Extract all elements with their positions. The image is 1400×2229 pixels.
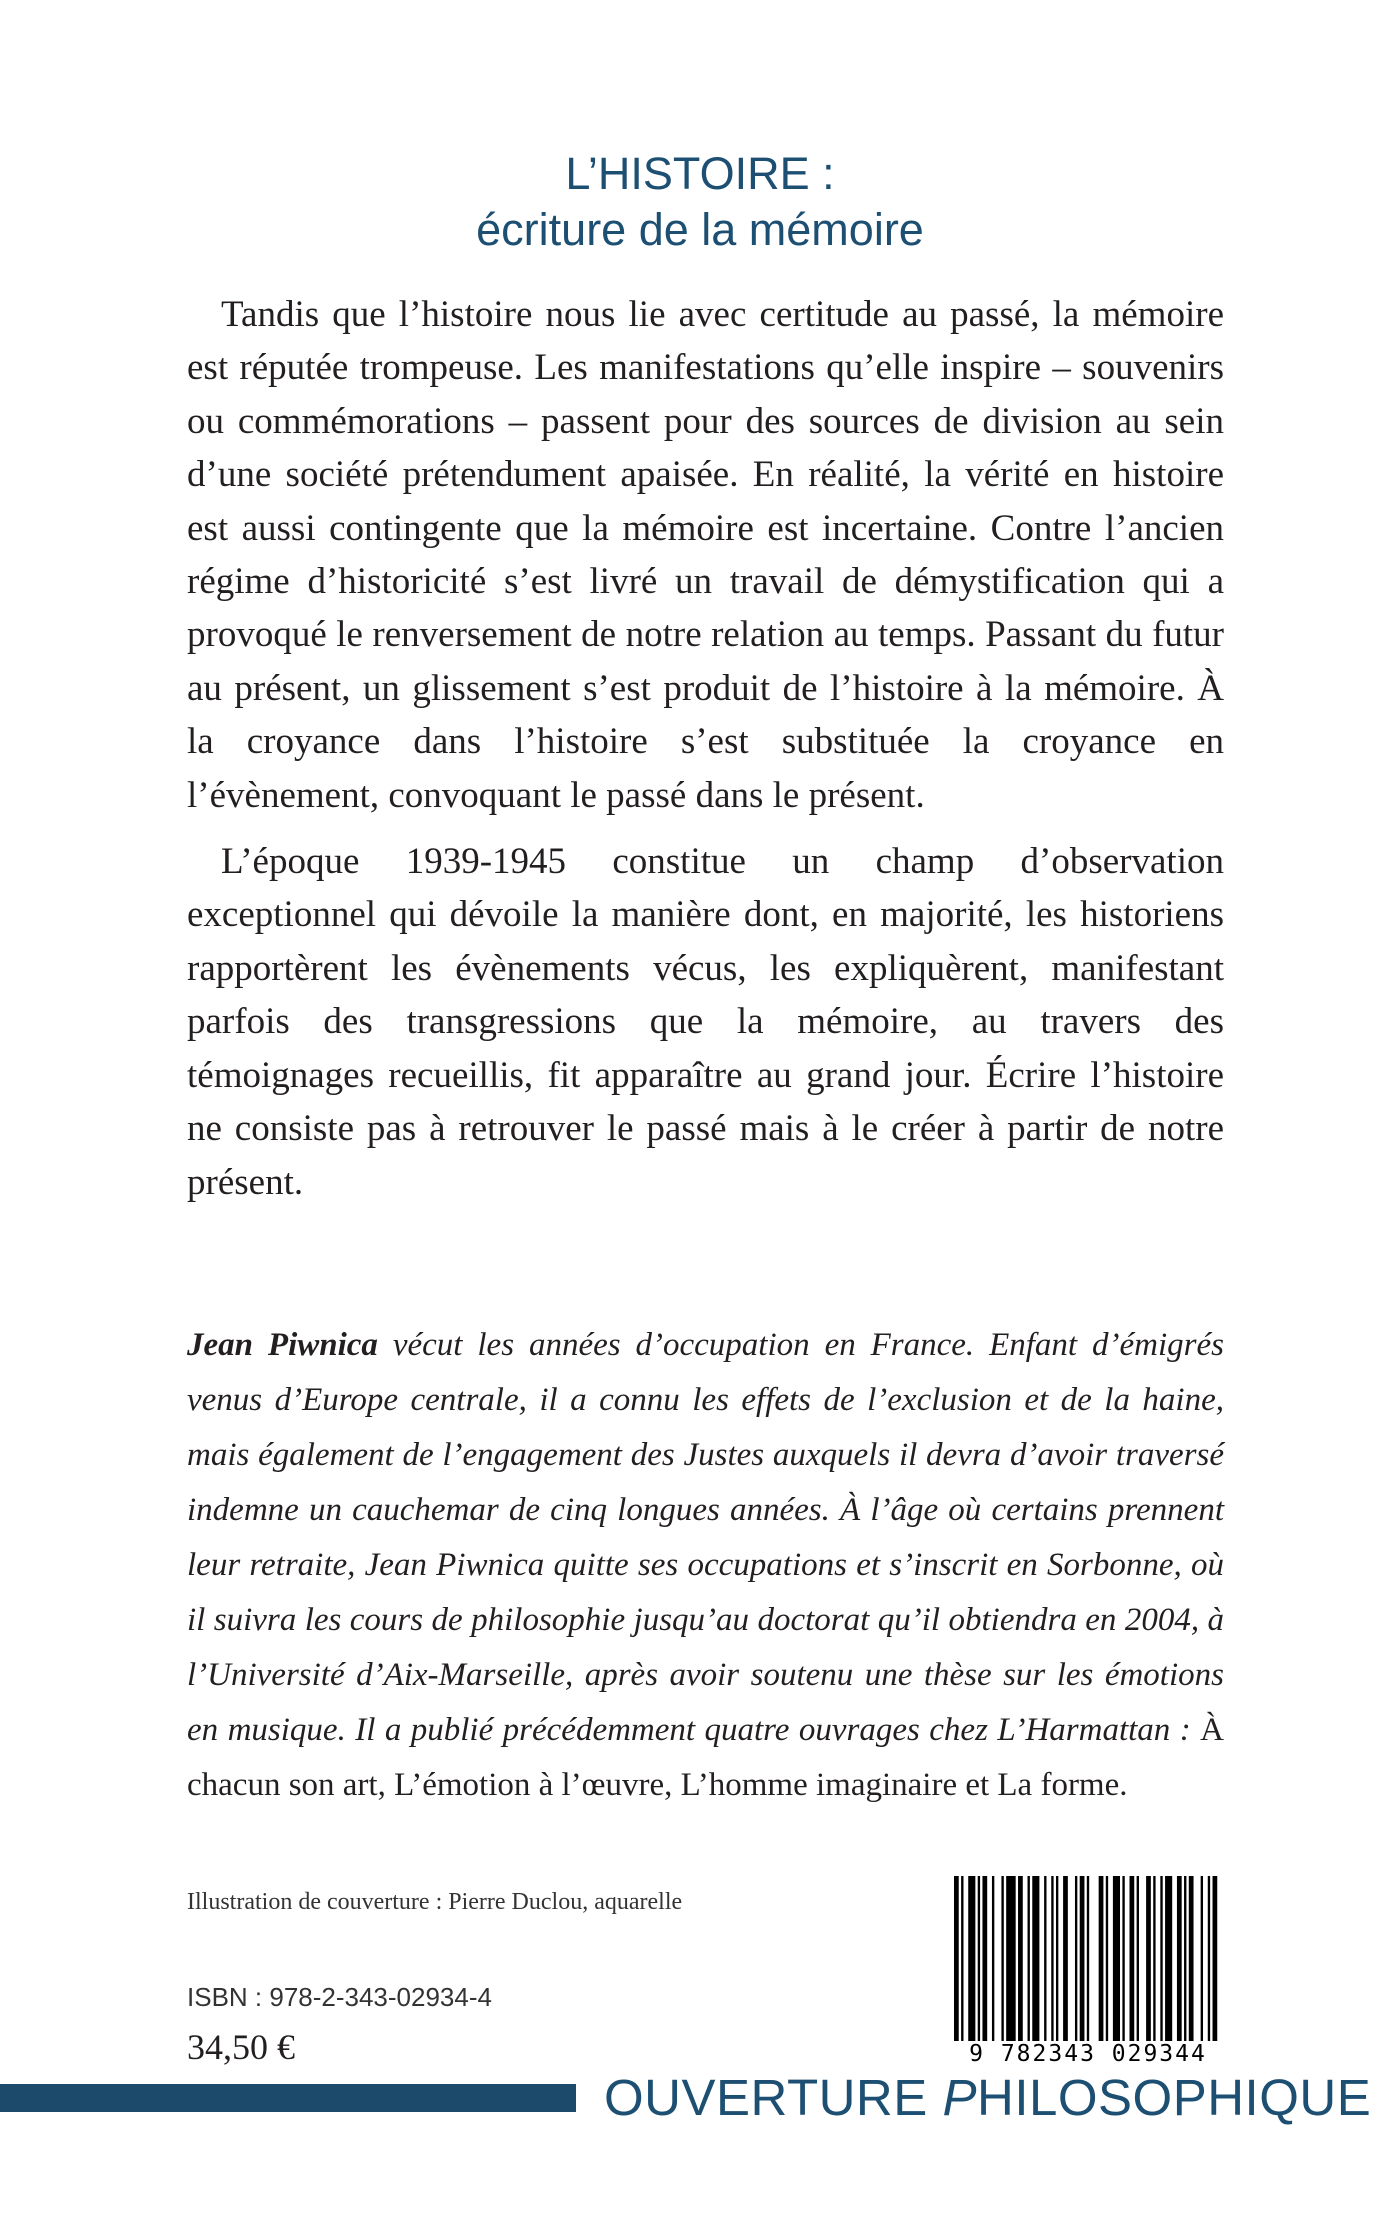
title-line-1: L’HISTOIRE :: [565, 148, 835, 199]
barcode-bar: [1177, 1876, 1182, 2041]
barcode-bar: [968, 1876, 975, 2041]
barcode-bar: [1146, 1876, 1151, 2041]
barcode-bar: [1044, 1876, 1046, 2041]
author-bio: [187, 1318, 1224, 1813]
bio-text: vécut les années d’occupation en France. Enfant d’émigrés venus d’Europe centrale, il a connu les effets de l’exclusion et de la haine, mais également de l’engagement des Justes auxquels il devra d’avoir traversé indemne un cauchemar de cinq longues années. À l’âge où certains prennent leur retraite, Jean Piwnica quitte ses occupations et s’inscrit en Sorbonne, où il suivra les cours de philosophie jusqu’au doctorat qu’il obtiendra en 2004, à l’Université d’Aix-Marseille, après avoir soutenu une thèse sur les émotions en musique. Il a publié précédemment quatre ouvrages chez L’Harmattan :: [187, 1327, 1224, 1748]
barcode-bar: [1018, 1876, 1023, 2041]
barcode-bar: [1080, 1876, 1085, 2041]
blurb-paragraph-1: Tandis que l’histoire nous lie avec certitude au passé, la mémoire est réputée trompeuse. Les manifestations qu’elle inspire – souvenirs ou commémorations – passent pour des sources de division au sein d’une société prétendument apaisée. En réalité, la vérité en histoire est aussi contingente que la mémoire est incertaine. Contre l’ancien régime d’historicité s’est livré un travail de démystification qui a provoqué le renversement de notre relation au temps. Passant du futur au présent, un glissement s’est produit de l’histoire à la mémoire. À la croyance dans l’histoire s’est substituée la croyance en l’évènement, convoquant le passé dans le présent.: [187, 294, 1224, 816]
barcode-bar: [1122, 1876, 1124, 2041]
barcode-bar: [1001, 1876, 1003, 2041]
barcode-bar: [1028, 1876, 1030, 2041]
barcode-bar: [1201, 1876, 1203, 2041]
illustration-credit: Illustration de couverture : Pierre Duclou, aquarelle: [187, 1889, 683, 1915]
barcode-bar: [1184, 1876, 1186, 2041]
barcode-bar: [1130, 1876, 1135, 2041]
author-name: Jean Piwnica: [187, 1327, 378, 1363]
barcode-bar: [1087, 1876, 1089, 2041]
barcode-bar: [1208, 1876, 1210, 2041]
barcode-bar: [1213, 1876, 1218, 2041]
blurb: [187, 288, 1224, 1222]
barcode-bar: [1063, 1876, 1068, 2041]
title-line-2: écriture de la mémoire: [476, 204, 924, 255]
barcode-bar: [1099, 1876, 1104, 2041]
book-title: [0, 146, 1400, 258]
series-name: [604, 2068, 1371, 2128]
series-part-2: P: [942, 2069, 977, 2126]
blurb-paragraph-2: L’époque 1939-1945 constitue un champ d’observation exceptionnel qui dévoile la manière dont, en majorité, les historiens rapportèrent les évènements vécus, les expliquèrent, manifestant parfois des transgressions que la mémoire, au travers des témoignages recueillis, fit apparaître au grand jour. Écrire l’histoire ne consiste pas à retrouver le passé mais à le créer à partir de notre présent.: [187, 841, 1224, 1203]
barcode-bar: [1160, 1876, 1162, 2041]
series-part-3: HILOSOPHIQUE: [976, 2069, 1372, 2126]
barcode-bar: [1106, 1876, 1108, 2041]
barcode-bar: [1056, 1876, 1058, 2041]
barcode-bar: [1165, 1876, 1172, 2041]
barcode-bar: [992, 1876, 994, 2041]
barcode-bar: [1075, 1876, 1077, 2041]
barcode-bar: [961, 1876, 963, 2041]
price: 34,50 €: [187, 2027, 295, 2067]
barcode-bar: [1032, 1876, 1039, 2041]
barcode-bar: [1006, 1876, 1015, 2041]
barcode-bar: [1189, 1876, 1194, 2041]
barcode-bar: [1051, 1876, 1053, 2041]
series-bar: [0, 2084, 576, 2112]
series-part-1: OUVERTURE: [604, 2069, 943, 2126]
barcode-bar: [1113, 1876, 1120, 2041]
barcode-bar: [1153, 1876, 1155, 2041]
barcode-bar: [978, 1876, 980, 2041]
previous-titles: À chacun son art, L’émotion à l’œuvre, L’homme imaginaire et La forme.: [187, 1712, 1224, 1803]
barcode-digits: 9 782343 029344: [969, 2041, 1207, 2067]
barcode: [950, 1876, 1226, 2046]
barcode-bar: [982, 1876, 987, 2041]
barcode-bar: [1137, 1876, 1139, 2041]
isbn: ISBN : 978-2-343-02934-4: [187, 1982, 492, 2012]
barcode-bar: [954, 1876, 959, 2041]
